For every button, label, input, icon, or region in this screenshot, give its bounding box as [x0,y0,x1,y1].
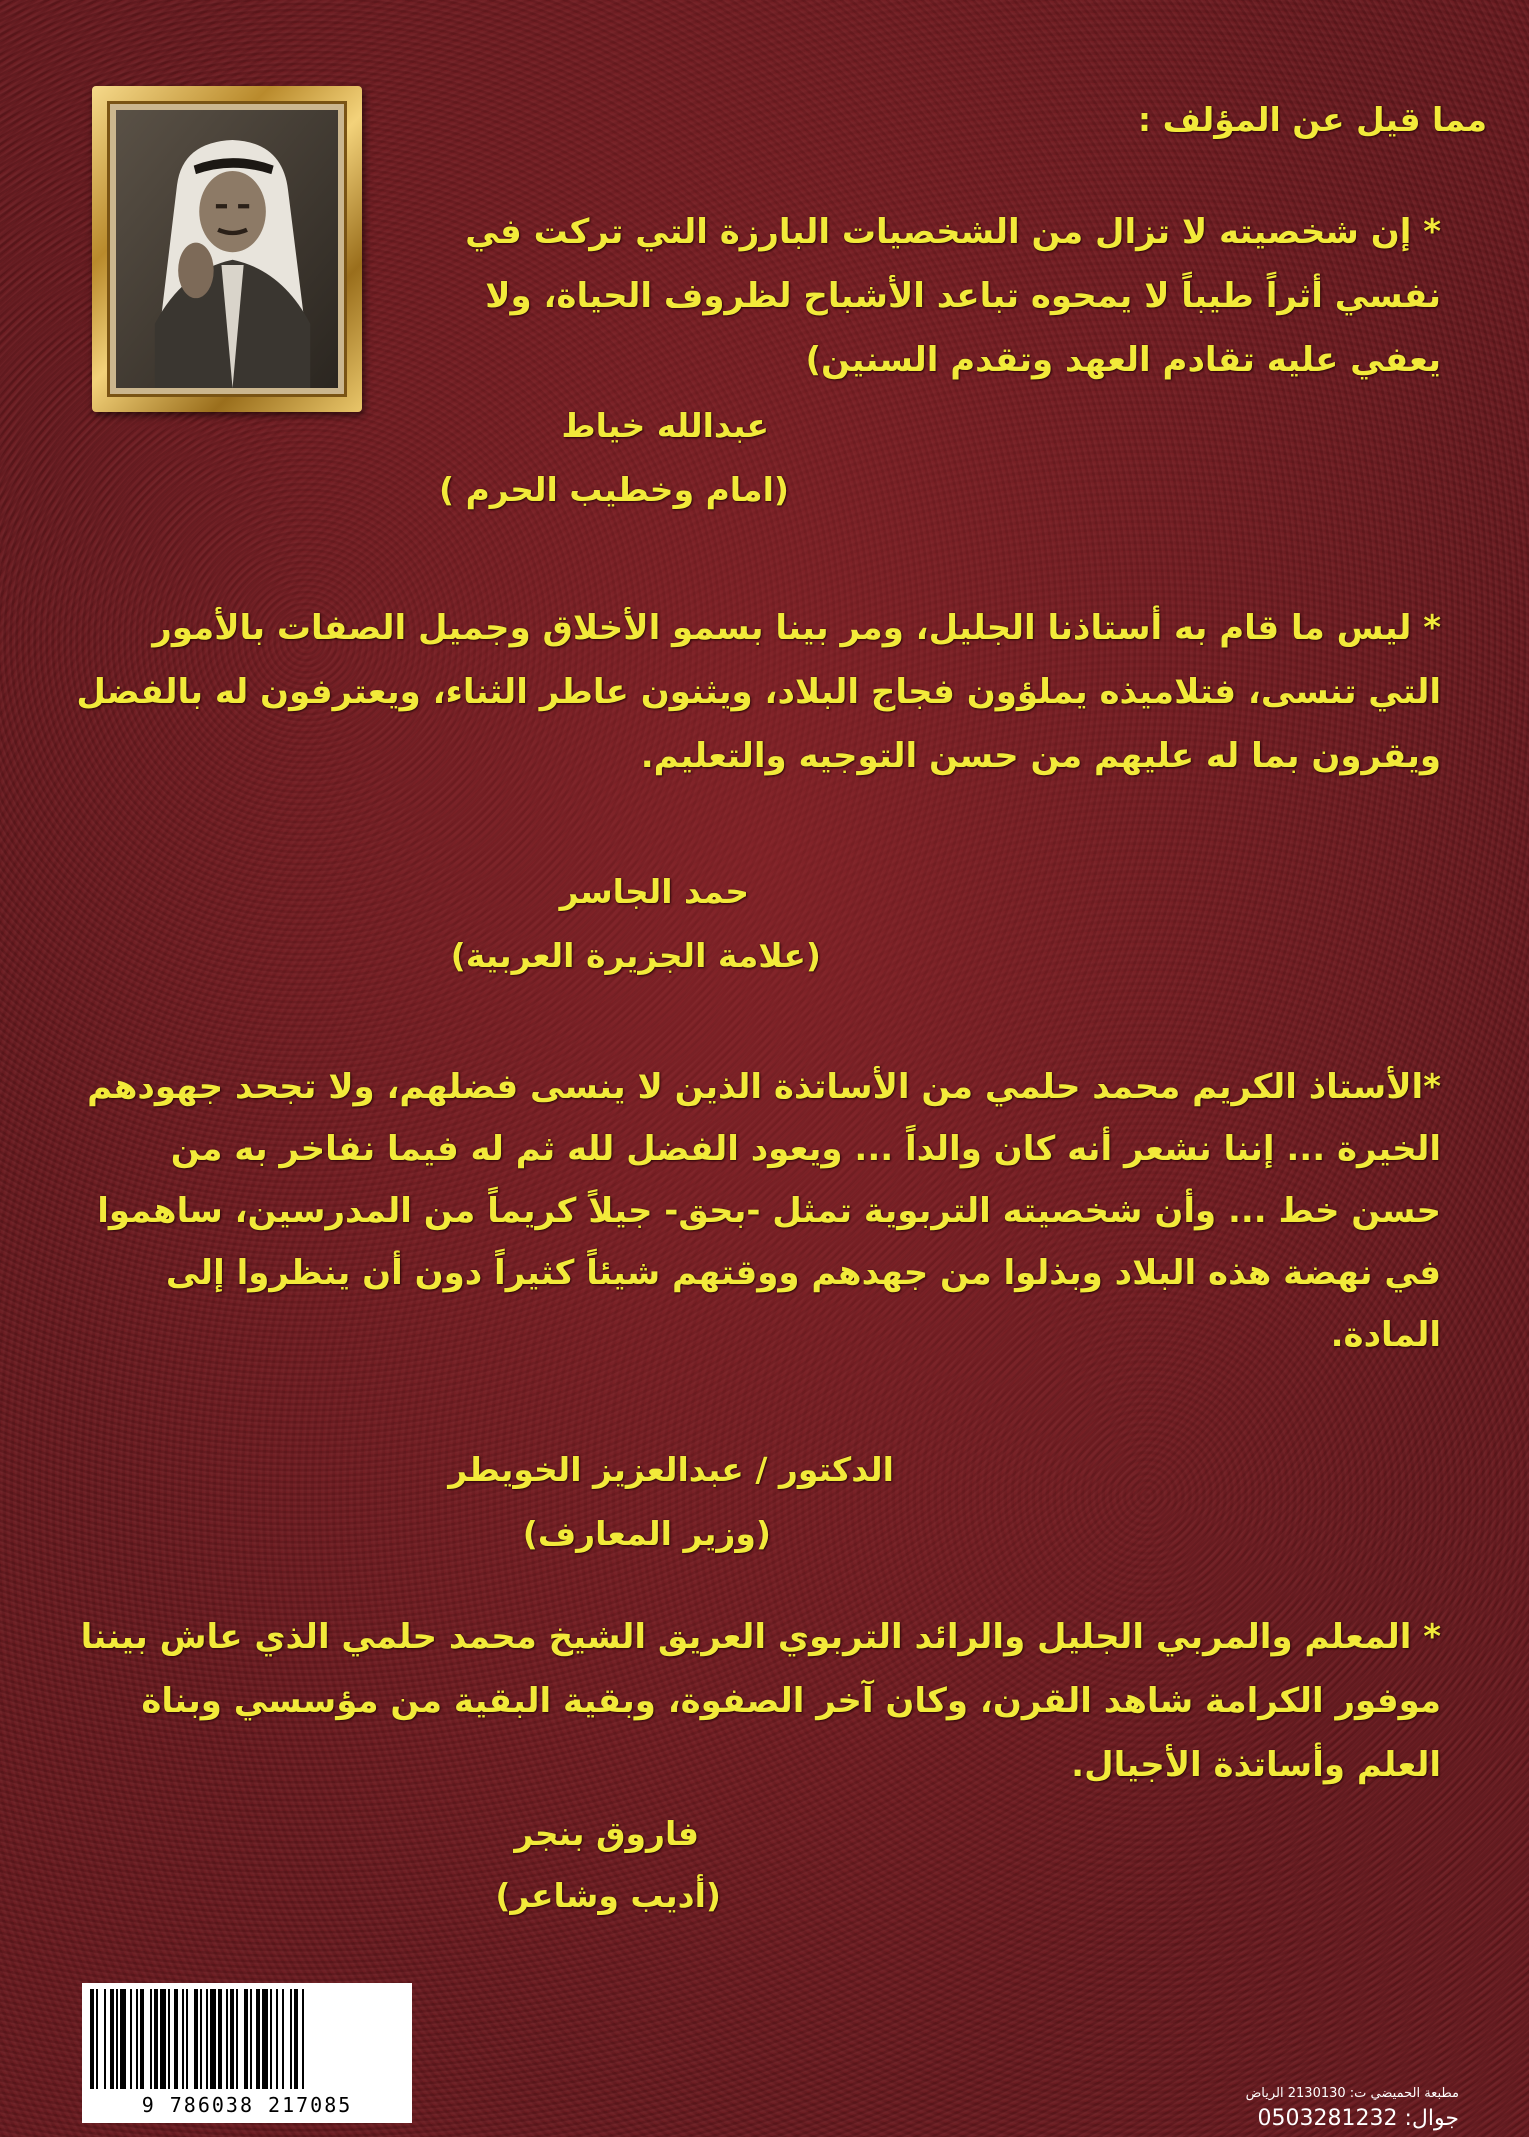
quote-author-title: (امام وخطيب الحرم ) [439,470,789,509]
section-heading: مما قيل عن المؤلف : [1137,100,1487,139]
quote-text: * المعلم والمربي الجليل والرائد التربوي العريق الشيخ محمد حلمي الذي عاش بيننا موفور الكرامة شاهد القرن، وكان آخر الصفوة، وبقية البقية من مؤسسي وبناة العلم وأساتذة الأجيال. [80,1617,1441,1785]
quote-author: الدكتور / عبدالعزيز الخويطر [448,1450,894,1489]
printer-phone: جوال: 0503281232 [1257,2106,1459,2131]
quote-author-title: (وزير المعارف) [522,1514,771,1553]
quote-author-title: (أديب وشاعر) [495,1876,721,1915]
author-portrait [107,101,347,397]
author-portrait-frame [92,86,362,412]
printer-info: مطبعة الحميضي ت: 2130130 الرياض [1245,2086,1459,2101]
barcode-icon [88,1989,406,2089]
author-photo-icon [116,110,338,388]
quote-text: *الأستاذ الكريم محمد حلمي من الأساتذة الذين لا ينسى فضلهم، ولا تجحد جهودهم الخيرة ... إننا نشعر أنه كان والداً ... ويعود الفضل لله ثم له فيما نفاخر به من حسن خط ... وأن شخصيته التربوية تمثل -بحق- جيلاً كريماً من المدرسين، ساهموا في نهضة هذه البلاد وبذلوا من جهدهم ووقتهم شيئاً كثيراً دون أن ينظروا إلى المادة. [87,1067,1441,1355]
isbn-digits: 9 786038 217085 [141,2093,353,2117]
quote-author: حمد الجاسر [559,872,749,911]
quote-author: فاروق بنجر [514,1814,699,1853]
quote-text: * إن شخصيته لا تزال من الشخصيات البارزة التي تركت في نفسي أثراً طيباً لا يمحوه تباعد الأشباح لظروف الحياة، ولا يعفي عليه تقادم العهد وتقدم السنين) [465,212,1441,380]
quote-author: عبدالله خياط [561,406,769,445]
isbn-barcode [82,1983,412,2123]
quote-text: * ليس ما قام به أستاذنا الجليل، ومر بينا بسمو الأخلاق وجميل الصفات بالأمور التي تنسى، فتلاميذه يملؤون فجاج البلاد، ويثنون عاطر الثناء، ويعترفون له بالفضل ويقرون بما له عليهم من حسن التوجيه والتعليم. [76,608,1441,776]
quote-author-title: (علامة الجزيرة العربية) [450,936,821,975]
